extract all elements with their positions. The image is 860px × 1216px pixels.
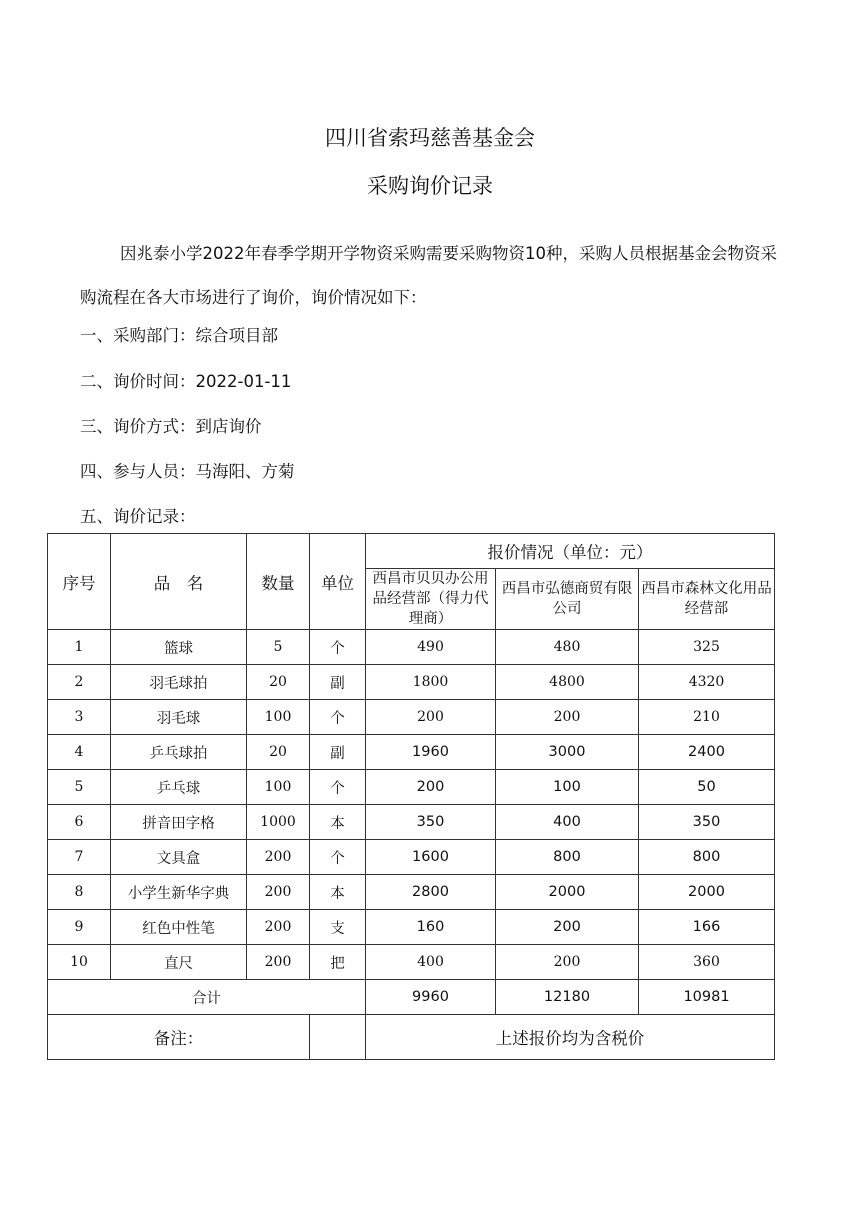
- cell-price-1: 200: [366, 700, 496, 735]
- cell-qty: 100: [247, 770, 310, 805]
- cell-price-3: 800: [639, 840, 775, 875]
- cell-no: 10: [48, 945, 111, 980]
- cell-price-3: 50: [639, 770, 775, 805]
- cell-price-3: 360: [639, 945, 775, 980]
- cell-name: 直尺: [111, 945, 247, 980]
- item-label: 二、询价时间：: [80, 372, 196, 391]
- cell-price-3: 210: [639, 700, 775, 735]
- table-row: [48, 735, 775, 770]
- total-label: 合计: [48, 980, 366, 1015]
- cell-price-1: 2800: [366, 875, 496, 910]
- cell-price-3: 166: [639, 910, 775, 945]
- cell-no: 1: [48, 630, 111, 665]
- item-value: 马海阳、方菊: [195, 462, 295, 481]
- cell-price-2: 200: [496, 945, 639, 980]
- total-price-3: 10981: [639, 980, 775, 1015]
- cell-qty: 200: [247, 875, 310, 910]
- inquiry-method: [80, 413, 262, 437]
- table-row: [48, 700, 775, 735]
- cell-no: 5: [48, 770, 111, 805]
- cell-price-2: 480: [496, 630, 639, 665]
- cell-price-2: 100: [496, 770, 639, 805]
- total-price-2: 12180: [496, 980, 639, 1015]
- item-label: 四、参与人员：: [80, 462, 196, 481]
- cell-no: 2: [48, 665, 111, 700]
- table-row: [48, 630, 775, 665]
- table-row: [48, 945, 775, 980]
- cell-price-1: 160: [366, 910, 496, 945]
- header-vendor-2: 西昌市弘德商贸有限公司: [496, 569, 639, 630]
- document-subtitle: 采购询价记录: [367, 174, 493, 198]
- cell-qty: 200: [247, 840, 310, 875]
- cell-price-2: 200: [496, 910, 639, 945]
- cell-unit: 副: [310, 735, 366, 770]
- cell-price-3: 4320: [639, 665, 775, 700]
- cell-price-1: 490: [366, 630, 496, 665]
- cell-price-3: 2400: [639, 735, 775, 770]
- cell-unit: 支: [310, 910, 366, 945]
- header-vendor-1: 西昌市贝贝办公用品经营部（得力代理商）: [366, 569, 496, 630]
- cell-no: 9: [48, 910, 111, 945]
- item-value: 综合项目部: [195, 326, 278, 345]
- cell-qty: 5: [247, 630, 310, 665]
- cell-name: 红色中性笔: [111, 910, 247, 945]
- item-label: 五、询价记录：: [80, 507, 196, 526]
- cell-qty: 20: [247, 665, 310, 700]
- document-title: 四川省索玛慈善基金会: [325, 126, 535, 150]
- table-row: [48, 805, 775, 840]
- cell-price-2: 800: [496, 840, 639, 875]
- table-header-row: [48, 534, 775, 569]
- cell-name: 小学生新华字典: [111, 875, 247, 910]
- cell-name: 文具盒: [111, 840, 247, 875]
- item-value: 2022-01-11: [195, 372, 292, 391]
- cell-unit: 个: [310, 700, 366, 735]
- cell-name: 羽毛球拍: [111, 665, 247, 700]
- cell-name: 拼音田字格: [111, 805, 247, 840]
- cell-qty: 20: [247, 735, 310, 770]
- cell-qty: 1000: [247, 805, 310, 840]
- cell-qty: 100: [247, 700, 310, 735]
- remark-value: 上述报价均为含税价: [366, 1015, 775, 1060]
- cell-price-3: 325: [639, 630, 775, 665]
- procurement-department: [80, 322, 278, 346]
- cell-price-1: 1800: [366, 665, 496, 700]
- header-name: 品 名: [111, 534, 247, 630]
- cell-no: 7: [48, 840, 111, 875]
- cell-price-1: 350: [366, 805, 496, 840]
- cell-price-2: 400: [496, 805, 639, 840]
- cell-unit: 本: [310, 805, 366, 840]
- header-qty: 数量: [247, 534, 310, 630]
- item-label: 一、采购部门：: [80, 326, 196, 345]
- cell-name: 乒乓球: [111, 770, 247, 805]
- intro-paragraph: 因兆泰小学2022年春季学期开学物资采购需要采购物资10种，采购人员根据基金会物资采购流程在各大市场进行了询价，询价情况如下：: [80, 244, 777, 307]
- cell-price-1: 1960: [366, 735, 496, 770]
- cell-unit: 副: [310, 665, 366, 700]
- remark-empty-cell: [310, 1015, 366, 1060]
- cell-qty: 200: [247, 910, 310, 945]
- cell-unit: 本: [310, 875, 366, 910]
- cell-qty: 200: [247, 945, 310, 980]
- total-row: [48, 980, 775, 1015]
- inquiry-time: [80, 368, 291, 392]
- total-price-1: 9960: [366, 980, 496, 1015]
- cell-no: 3: [48, 700, 111, 735]
- cell-price-1: 400: [366, 945, 496, 980]
- participants: [80, 458, 295, 482]
- cell-unit: 个: [310, 630, 366, 665]
- table-row: [48, 875, 775, 910]
- cell-name: 篮球: [111, 630, 247, 665]
- cell-price-3: 2000: [639, 875, 775, 910]
- item-value: 到店询价: [195, 417, 262, 436]
- cell-price-2: 200: [496, 700, 639, 735]
- remark-row: [48, 1015, 775, 1060]
- header-unit: 单位: [310, 534, 366, 630]
- cell-unit: 个: [310, 840, 366, 875]
- cell-price-2: 4800: [496, 665, 639, 700]
- cell-price-3: 350: [639, 805, 775, 840]
- cell-name: 羽毛球: [111, 700, 247, 735]
- cell-price-1: 200: [366, 770, 496, 805]
- table-row: [48, 665, 775, 700]
- header-index: 序号: [48, 534, 111, 630]
- header-quote-group: 报价情况（单位：元）: [366, 534, 775, 569]
- inquiry-record-heading: [80, 503, 196, 527]
- cell-unit: 把: [310, 945, 366, 980]
- table-row: [48, 910, 775, 945]
- inquiry-table: [47, 533, 775, 1060]
- table-row: [48, 840, 775, 875]
- cell-price-2: 3000: [496, 735, 639, 770]
- table-row: [48, 770, 775, 805]
- cell-name: 乒乓球拍: [111, 735, 247, 770]
- cell-price-1: 1600: [366, 840, 496, 875]
- cell-no: 4: [48, 735, 111, 770]
- item-label: 三、询价方式：: [80, 417, 196, 436]
- header-vendor-3: 西昌市森林文化用品经营部: [639, 569, 775, 630]
- remark-label: 备注：: [48, 1015, 310, 1060]
- cell-unit: 个: [310, 770, 366, 805]
- cell-no: 6: [48, 805, 111, 840]
- cell-no: 8: [48, 875, 111, 910]
- cell-price-2: 2000: [496, 875, 639, 910]
